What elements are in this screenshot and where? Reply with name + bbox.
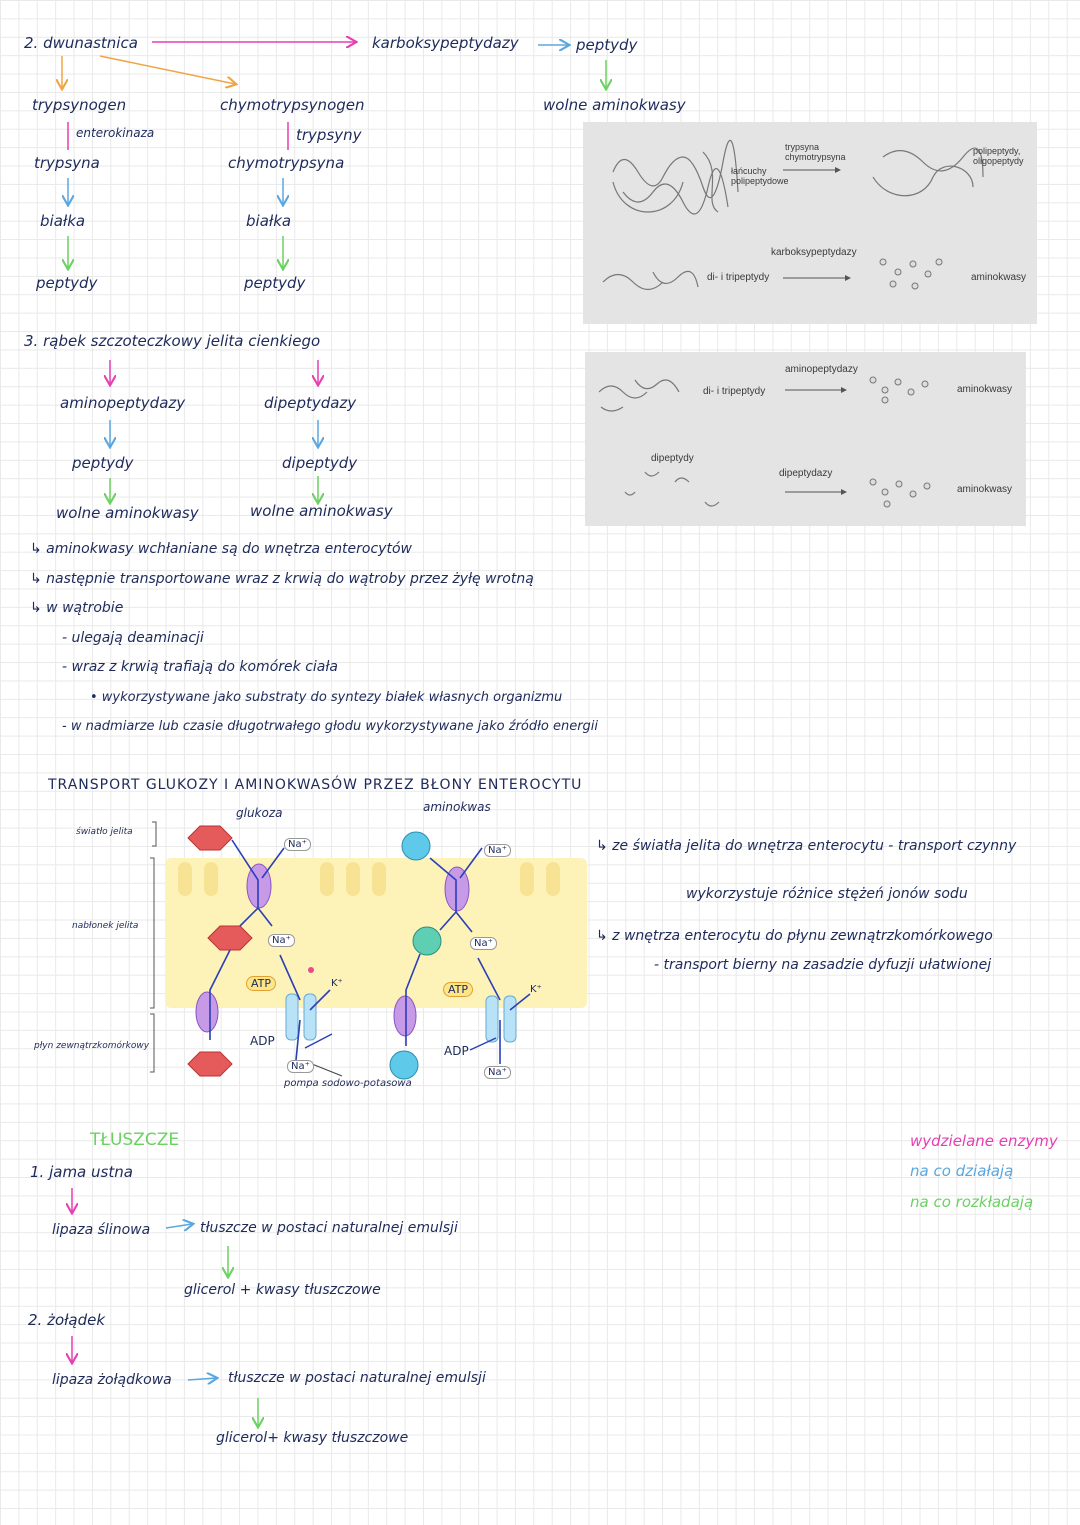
- ecf-label: płyn zewnątrzkomórkowy: [34, 1041, 150, 1051]
- note-line: - ulegają deaminacji: [62, 630, 204, 646]
- saliva-lipase-label: lipaza ślinowa: [52, 1222, 151, 1238]
- ditripeptides-label: di- i tripeptydy: [707, 272, 770, 283]
- adp-label: ADP: [444, 1044, 469, 1058]
- amino-circle-cell: [413, 927, 441, 955]
- transport-heading: TRANSPORT GLUKOZY I AMINOKWASÓW PRZEZ BŁONY ENTEROCYTU: [48, 777, 583, 793]
- note-line: ↳ w wątrobie: [30, 600, 124, 616]
- glucose-hexagon-ecf: [188, 1052, 232, 1076]
- chymotrypsin-label: chymotrypsyna: [228, 154, 345, 172]
- dipeptides-photo-label: dipeptydy: [651, 453, 694, 464]
- duodenum-heading: 2. dwunastnica: [24, 34, 138, 52]
- fats-heading: TŁUSZCZE: [90, 1130, 180, 1150]
- dipeptides-label: dipeptydy: [282, 454, 358, 472]
- amino-circle-ecf: [390, 1051, 418, 1079]
- ditripeptides-photo2-label: di- i tripeptydy: [703, 386, 766, 397]
- products2-label: glicerol+ kwasy tłuszczowe: [216, 1430, 409, 1446]
- amino-circle-lumen: [402, 832, 430, 860]
- na-badge: Na⁺: [284, 838, 311, 851]
- dipeptidases-photo-label: dipeptydazy: [779, 468, 833, 479]
- k-label: K⁺: [530, 984, 542, 995]
- k-label: K⁺: [331, 978, 343, 989]
- trypsin-label: trypsyna: [34, 154, 100, 172]
- free-amino-left-label: wolne aminokwasy: [56, 504, 199, 522]
- note-line: - wraz z krwią trafiają do komórek ciała: [62, 659, 338, 675]
- peptides-right-label: peptydy: [244, 274, 306, 292]
- note-line: - w nadmiarze lub czasie długotrwałego głodu wykorzystywane jako źródło energii: [62, 719, 599, 734]
- legend-breaks-into: na co rozkładają: [910, 1193, 1034, 1211]
- na-badge: Na⁺: [484, 1066, 511, 1079]
- aminopeptidases-label: aminopeptydazy: [60, 394, 186, 412]
- emulsion1-label: tłuszcze w postaci naturalnej emulsji: [200, 1220, 458, 1236]
- amino-photo2b-label: aminokwasy: [957, 484, 1013, 495]
- proteins-left-label: białka: [40, 212, 86, 230]
- trypsin-chymotrypsin-label: trypsyna chymotrypsyna: [785, 142, 846, 162]
- atp-badge: ATP: [246, 976, 276, 991]
- chains-label: łańcuchy polipeptydowe: [731, 166, 789, 186]
- mouth-heading: 1. jama ustna: [30, 1163, 133, 1181]
- stomach-heading: 2. żołądek: [28, 1311, 106, 1329]
- carboxypeptidases-label: karboksypeptydazy: [372, 34, 519, 52]
- lumen-label: światło jelita: [76, 827, 133, 837]
- note-line: • wykorzystywane jako substraty do syntezy białek własnych organizmu: [90, 690, 563, 705]
- free-amino-right-label: wolne aminokwasy: [250, 502, 393, 520]
- adp-label: ADP: [250, 1034, 275, 1048]
- note-line: ↳ aminokwasy wchłaniane są do wnętrza enterocytów: [30, 541, 412, 557]
- peptides-left-label: peptydy: [36, 274, 98, 292]
- proteins-right-label: białka: [246, 212, 292, 230]
- dipeptidases-label: dipeptydazy: [264, 394, 357, 412]
- brush-border-heading: 3. rąbek szczoteczkowy jelita cienkiego: [24, 332, 321, 350]
- na-badge: Na⁺: [268, 934, 295, 947]
- carboxypeptidases-photo-label: karboksypeptydazy: [771, 247, 857, 258]
- na-badge: Na⁺: [470, 937, 497, 950]
- amino-label: aminokwas: [423, 800, 491, 814]
- glucose-hexagon-cell: [208, 926, 252, 950]
- free-amino-top-label: wolne aminokwasy: [543, 96, 686, 114]
- transport-note: wykorzystuje różnice stężeń jonów sodu: [686, 886, 968, 902]
- trypsinogen-label: trypsynogen: [32, 96, 127, 114]
- pump-label: pompa sodowo-potasowa: [284, 1078, 412, 1089]
- chymotrypsinogen-label: chymotrypsynogen: [220, 96, 365, 114]
- peptides-top-label: peptydy: [576, 36, 638, 54]
- peptides-bb-label: peptydy: [72, 454, 134, 472]
- gastric-lipase-label: lipaza żołądkowa: [52, 1372, 172, 1388]
- products1-label: glicerol + kwasy tłuszczowe: [184, 1282, 381, 1298]
- aminopeptidases-photo-label: aminopeptydazy: [785, 364, 858, 375]
- emulsion2-label: tłuszcze w postaci naturalnej emulsji: [228, 1370, 486, 1386]
- na-badge: Na⁺: [287, 1060, 314, 1073]
- transport-note: ↳ ze światła jelita do wnętrza enterocytu - transport czynny: [596, 838, 1017, 854]
- polypeptides-label: polipeptydy, oligopeptydy: [973, 146, 1024, 166]
- amino-photo1-label: aminokwasy: [971, 272, 1027, 283]
- glucose-label: glukoza: [236, 806, 283, 820]
- transport-note: - transport bierny na zasadzie dyfuzji ułatwionej: [654, 957, 992, 973]
- note-line: ↳ następnie transportowane wraz z krwią do wątroby przez żyłę wrotną: [30, 571, 534, 587]
- trypsins-label: trypsyny: [296, 126, 362, 144]
- na-badge: Na⁺: [484, 844, 511, 857]
- transport-note: ↳ z wnętrza enterocytu do płynu zewnątrzkomórkowego: [596, 928, 993, 944]
- epithelium-label: nabłonek jelita: [72, 921, 139, 931]
- enterokinase-label: enterokinaza: [76, 126, 155, 140]
- glucose-hexagon-lumen: [188, 826, 232, 850]
- amino-photo2a-label: aminokwasy: [957, 384, 1013, 395]
- legend-secreted-enzymes: wydzielane enzymy: [910, 1132, 1058, 1150]
- legend-acts-on: na co działają: [910, 1162, 1014, 1180]
- atp-badge: ATP: [443, 982, 473, 997]
